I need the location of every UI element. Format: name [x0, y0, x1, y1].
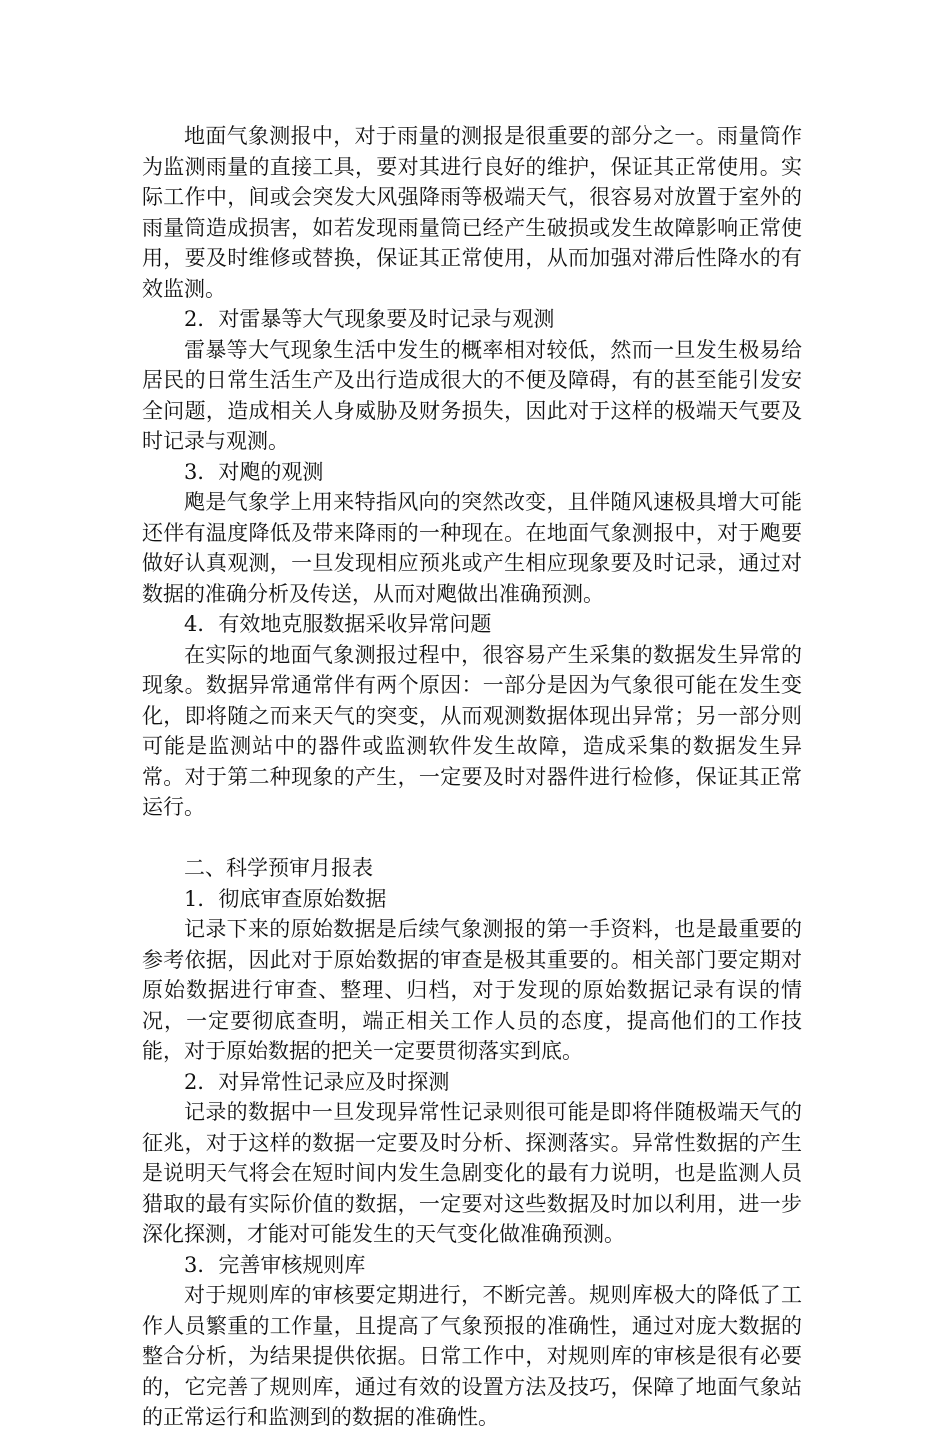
paragraph-raw-data-review: 记录下来的原始数据是后续气象测报的第一手资料，也是最重要的参考依据，因此对于原始数据的审查是极其重要的。相关部门要定期对原始数据进行审查、整理、归档，对于发现的原始数据记录有误的情况，一定要彻底查明，端正相关工作人员的态度，提高他们的工作技能，对于原始数据的把关一定要贯彻落实到底。 [142, 917, 802, 1063]
heading-squall: 3．对飑的观测 [184, 459, 324, 484]
paragraph-squall: 飑是气象学上用来特指风向的突然改变，且伴随风速极具增大可能还伴有温度降低及带来降雨的一种现在。在地面气象测报中，对于飑要做好认真观测，一旦发现相应预兆或产生相应现象要及时记录，通过对数据的准确分析及传送，从而对飑做出准确预测。 [142, 490, 802, 606]
heading-anomaly-detection: 2．对异常性记录应及时探测 [184, 1069, 450, 1094]
heading-thunderstorm: 2．对雷暴等大气现象要及时记录与观测 [184, 307, 555, 331]
section-gap [142, 823, 802, 854]
heading-raw-data-review: 1．彻底审查原始数据 [184, 886, 387, 911]
heading-rule-base: 3．完善审核规则库 [184, 1252, 366, 1277]
paragraph-rain-gauge: 地面气象测报中，对于雨量的测报是很重要的部分之一。雨量筒作为监测雨量的直接工具，要对其进行良好的维护，保证其正常使用。实际工作中，间或会突发大风强降雨等极端天气，很容易对放置于室外的雨量筒造成损害，如若发现雨量筒已经产生破损或发生故障影响正常使用，要及时维修或替换，保证其正常使用，从而加强对滞后性降水的有效监测。 [142, 124, 802, 301]
document-body [142, 121, 802, 1433]
heading-data-anomaly: 4．有效地克服数据采收异常问题 [184, 612, 492, 636]
paragraph-data-anomaly: 在实际的地面气象测报过程中，很容易产生采集的数据发生异常的现象。数据异常通常伴有两个原因：一部分是因为气象很可能在发生变化，即将随之而来天气的突变，从而观测数据体现出异常；另一部分则可能是监测站中的器件或监测软件发生故障，造成采集的数据发生异常。对于第二种现象的产生，一定要及时对器件进行检修，保证其正常运行。 [142, 642, 802, 819]
paragraph-thunderstorm: 雷暴等大气现象生活中发生的概率相对较低，然而一旦发生极易给居民的日常生活生产及出行造成很大的不便及障碍，有的甚至能引发安全问题，造成相关人身威胁及财务损失，因此对于这样的极端天气要及时记录与观测。 [142, 337, 802, 453]
heading-section-monthly-report: 二、科学预审月报表 [184, 856, 373, 880]
paragraph-anomaly-detection: 记录的数据中一旦发现异常性记录则很可能是即将伴随极端天气的征兆，对于这样的数据一定要及时分析、探测落实。异常性数据的产生是说明天气将会在短时间内发生急剧变化的最有力说明，也是监测人员猎取的最有实际价值的数据，一定要对这些数据及时加以利用，进一步深化探测，才能对可能发生的天气变化做准确预测。 [142, 1100, 802, 1246]
paragraph-rule-base: 对于规则库的审核要定期进行，不断完善。规则库极大的降低了工作人员繁重的工作量，且提高了气象预报的准确性，通过对庞大数据的整合分析，为结果提供依据。日常工作中，对规则库的审核是很有必要的，它完善了规则库，通过有效的设置方法及技巧，保障了地面气象站的正常运行和监测到的数据的准确性。 [142, 1283, 802, 1429]
